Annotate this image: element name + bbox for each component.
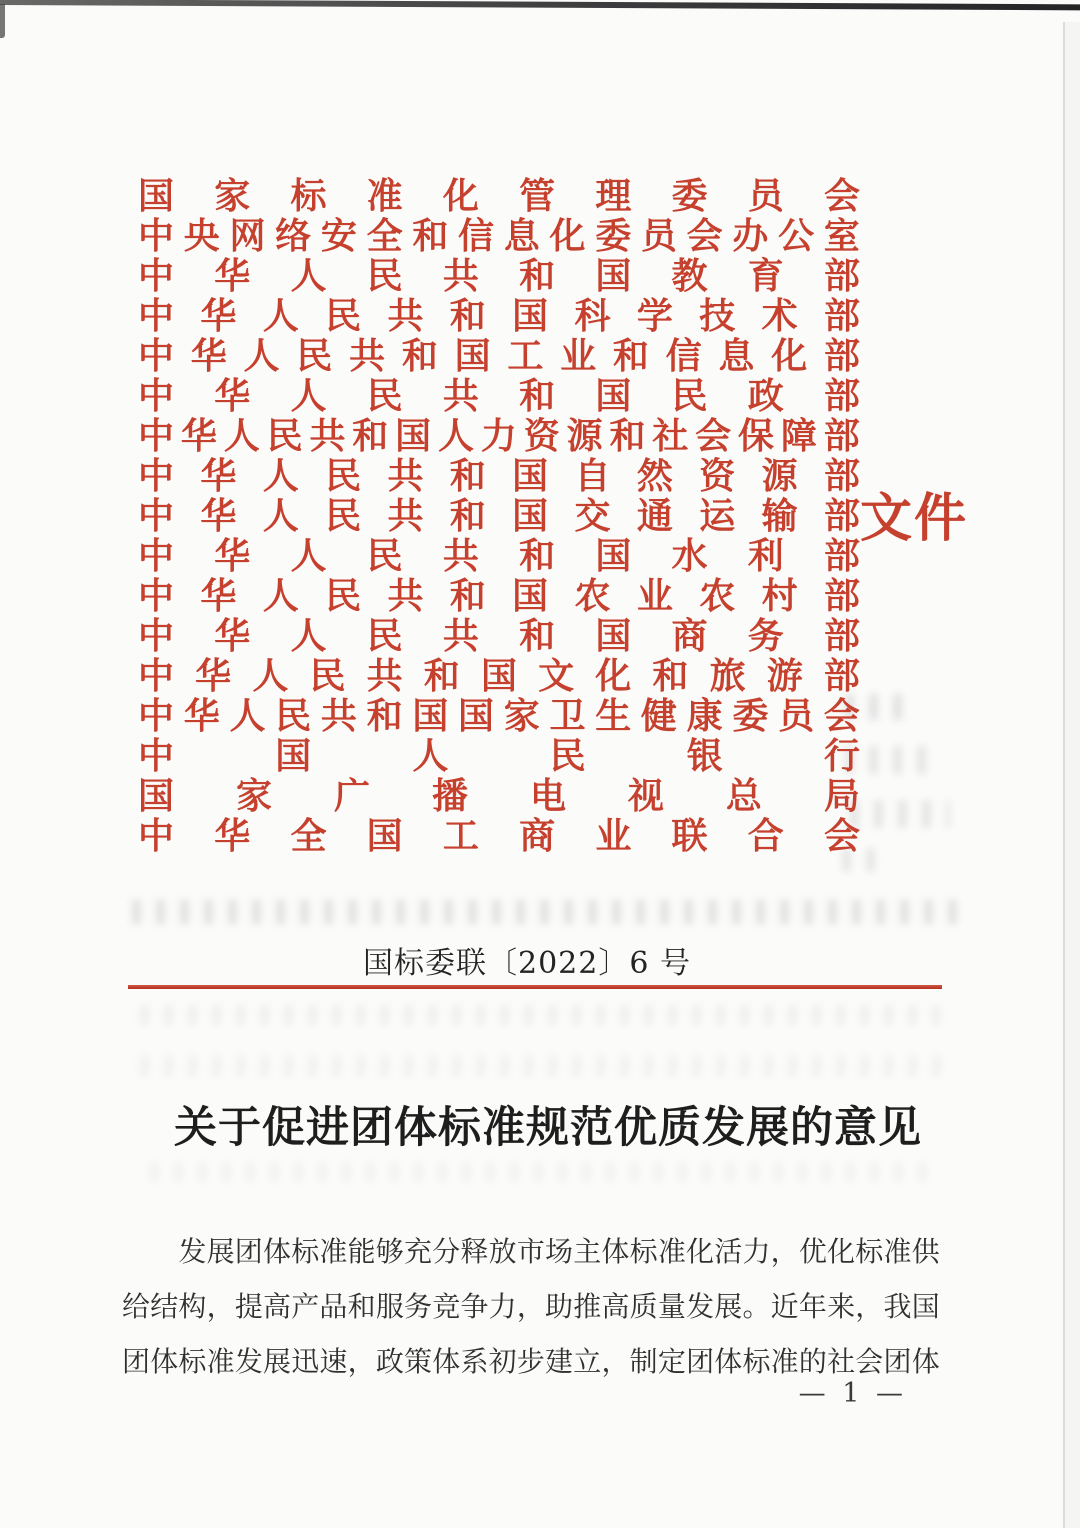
scan-right-margin — [1065, 22, 1080, 1528]
body-text-line: 给 结 构 ， 提 高 产 品 和 服 务 竞 争 力 ， 助 推 高 质 量 发 展 。 近 年 来 ， 我 国 — [122, 1289, 940, 1323]
document-title: 关于促进团体标准规范优质发展的意见 — [174, 1103, 922, 1153]
body-text-line: 发 展 团 体 标 准 能 够 充 分 释 放 市 场 主 体 标 准 化 活 力 ， 优 化 标 准 供 — [178, 1234, 940, 1268]
letterhead-line: 中 华 人 民 共 和 国 民 政 部 — [138, 375, 860, 417]
letterhead-line: 中 华 人 民 共 和 国 自 然 资 源 部 — [138, 455, 860, 497]
bleedthrough-artifact — [140, 1005, 940, 1025]
scan-top-edge — [0, 0, 1080, 10]
letterhead-line: 中 华 人 民 共 和 国 交 通 运 输 部 — [138, 495, 860, 537]
letterhead-line: 中 华 人 民 共 和 国 国 家 卫 生 健 康 委 员 会 — [138, 695, 860, 737]
letterhead-line: 国 家 标 准 化 管 理 委 员 会 — [138, 175, 860, 217]
bleedthrough-artifact — [140, 1056, 948, 1076]
red-divider-line — [128, 985, 942, 989]
letterhead-line: 中 华 全 国 工 商 业 联 合 会 — [138, 815, 860, 857]
letterhead-line: 中 央 网 络 安 全 和 信 息 化 委 员 会 办 公 室 — [138, 215, 860, 257]
letterhead-line: 中 华 人 民 共 和 国 文 化 和 旅 游 部 — [138, 655, 860, 697]
letterhead-wenjian-label: 文件 — [860, 488, 969, 549]
bleedthrough-artifact — [850, 800, 950, 828]
bleedthrough-artifact — [132, 900, 960, 924]
document-number: 国标委联〔2022〕6 号 — [363, 946, 691, 981]
letterhead-line: 中 华 人 民 共 和 国 科 学 技 术 部 — [138, 295, 860, 337]
letterhead-line: 中 华 人 民 共 和 国 教 育 部 — [138, 255, 860, 297]
page-number: — 1 — — [798, 1378, 907, 1409]
letterhead-line: 中 华 人 民 共 和 国 工 业 和 信 息 化 部 — [138, 335, 860, 377]
letterhead-agency-list — [138, 176, 860, 856]
letterhead-line: 中 华 人 民 共 和 国 水 利 部 — [138, 535, 860, 577]
letterhead-line: 国 家 广 播 电 视 总 局 — [138, 775, 860, 817]
body-paragraph — [122, 1222, 940, 1387]
letterhead-line: 中 国 人 民 银 行 — [138, 735, 860, 777]
body-text-line: 团 体 标 准 发 展 迅 速 ， 政 策 体 系 初 步 建 立 ， 制 定 团 体 标 准 的 社 会 团 体 — [122, 1344, 940, 1378]
letterhead-line: 中 华 人 民 共 和 国 人 力 资 源 和 社 会 保 障 部 — [138, 415, 860, 457]
scan-page-edge-line — [1063, 22, 1065, 1528]
letterhead-line: 中 华 人 民 共 和 国 农 业 农 村 部 — [138, 575, 860, 617]
letterhead-line: 中 华 人 民 共 和 国 商 务 部 — [138, 615, 860, 657]
bleedthrough-artifact — [150, 1162, 930, 1182]
scan-left-edge — [0, 4, 5, 38]
